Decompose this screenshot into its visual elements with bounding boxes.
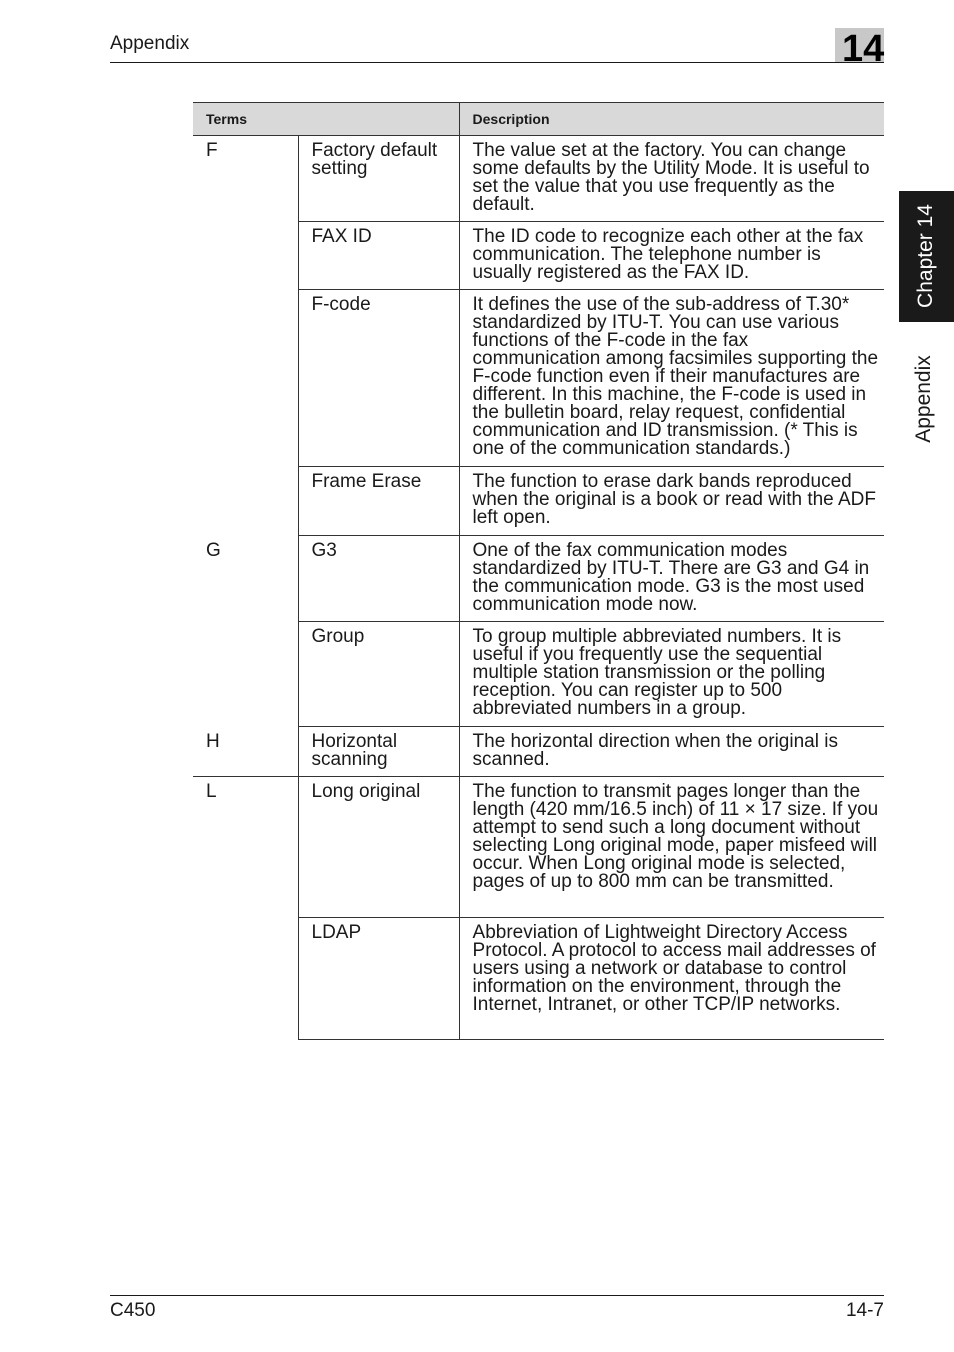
description-cell: The horizontal direction when the original is scanned. [459, 727, 884, 777]
term-cell: Factory default setting [298, 136, 459, 222]
letter-cell: G [206, 539, 221, 561]
term-cell: LDAP [298, 918, 459, 1040]
term-cell: Horizontal scanning [298, 727, 459, 777]
description-cell: One of the fax communication modes standardized by ITU-T. There are G3 and G4 in the communication mode. G3 is the most used communication mode now. [459, 536, 884, 622]
description-cell: The function to erase dark bands reproduced when the original is a book or read with the ADF left open. [459, 467, 884, 536]
letter-cell: H [193, 727, 298, 777]
table-row [193, 727, 884, 777]
description-cell: To group multiple abbreviated numbers. It is useful if you frequently use the sequential multiple station transmission or the polling reception. You can register up to 500 abbreviated numbers in a group. [459, 622, 884, 727]
letter-cell: L [206, 781, 217, 802]
term-cell: G3 [298, 536, 459, 622]
description-cell: The function to transmit pages longer than the length (420 mm/16.5 inch) of 11 × 17 size. If you attempt to send such a long document without selecting Long original mode, paper misfeed will occur. When Long original mode is selected, pages of up to 800 mm can be transmitted. [459, 777, 884, 918]
header-title: Appendix [110, 33, 190, 54]
table-row [193, 536, 884, 622]
glossary-table [193, 102, 884, 1040]
footer-page-number: 14-7 [845, 1300, 884, 1321]
side-tab-chapter-label: Chapter 14 [914, 204, 937, 308]
table-row [193, 136, 884, 222]
description-cell: The ID code to recognize each other at the fax communication. The telephone number is usually registered as the FAX ID. [459, 222, 884, 290]
table-row [193, 777, 884, 918]
side-tab-section-label: Appendix [912, 355, 935, 443]
description-cell: It defines the use of the sub-address of T.30* standardized by ITU-T. You can use various functions of the F-code in the fax communication among facsimiles supporting the F-code function even if their manufactures are different. In this machine, the F-code is used in the bulletin board, relay request, confidential communication and ID transmission. (* This is one of the communication standards.) [459, 290, 884, 467]
description-cell: The value set at the factory. You can change some defaults by the Utility Mode. It is useful to set the value that you use frequently as the default. [459, 136, 884, 222]
term-cell: FAX ID [298, 222, 459, 290]
footer-model: C450 [110, 1300, 156, 1321]
term-cell: Frame Erase [298, 467, 459, 536]
term-cell: Long original [298, 777, 459, 918]
term-cell: F-code [298, 290, 459, 467]
letter-cell: F [206, 140, 218, 161]
description-cell: Abbreviation of Lightweight Directory Access Protocol. A protocol to access mail addresses of users using a network or database to control information on the environment, through the Internet, Intranet, or other TCP/IP networks. [459, 918, 884, 1040]
column-header-terms: Terms [193, 103, 459, 136]
term-cell: Group [298, 622, 459, 727]
footer-rule [110, 1295, 884, 1296]
header-rule [110, 62, 884, 63]
table-header-row [193, 103, 884, 136]
chapter-number: 14 [842, 28, 885, 70]
column-header-description: Description [459, 103, 884, 136]
